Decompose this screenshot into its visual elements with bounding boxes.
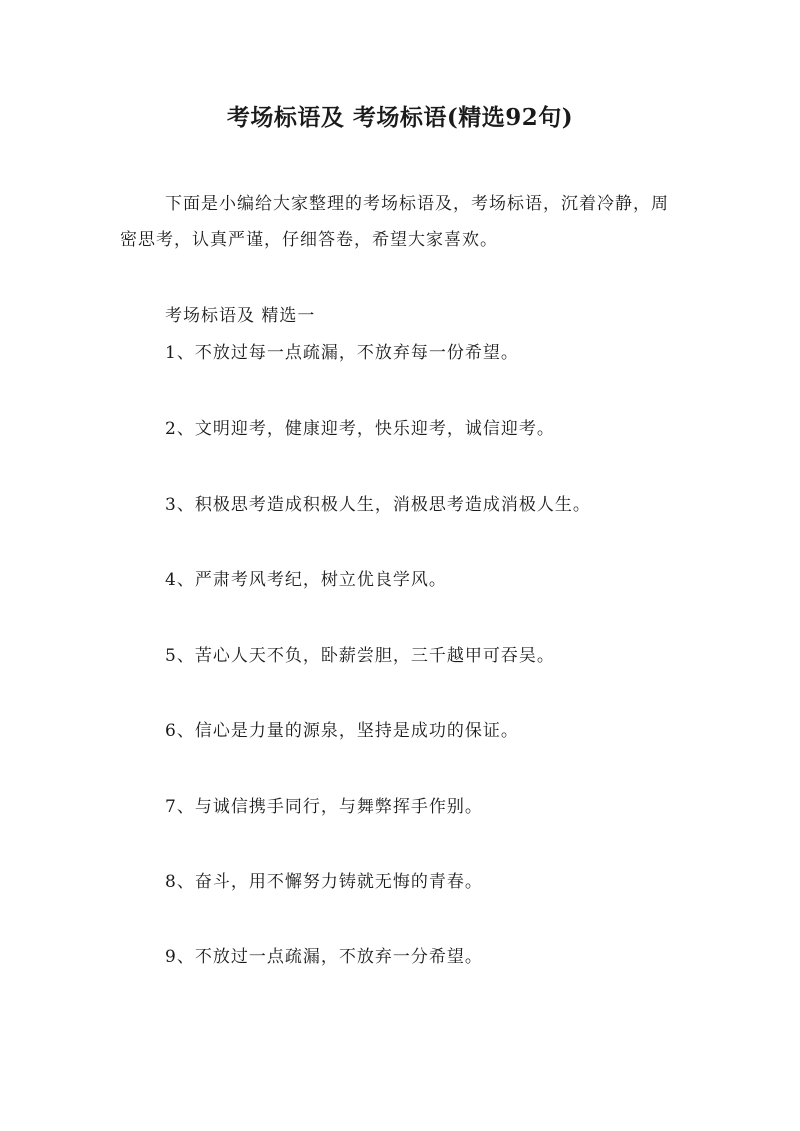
slogan-item-8: 8、奋斗，用不懈努力铸就无悔的青春。: [165, 872, 483, 892]
section-heading: 考场标语及 精选一: [165, 306, 316, 326]
slogan-item-5: 5、苦心人天不负，卧薪尝胆，三千越甲可吞吴。: [165, 646, 555, 666]
slogan-item-2: 2、文明迎考，健康迎考，快乐迎考，诚信迎考。: [165, 419, 555, 439]
slogan-item-1: 1、不放过每一点疏漏，不放弃每一份希望。: [165, 343, 519, 363]
intro-paragraph: 下面是小编给大家整理的考场标语及，考场标语，沉着冷静，周密思考，认真严谨，仔细答卷，希望大家喜欢。: [120, 194, 669, 250]
slogan-item-3: 3、积极思考造成积极人生，消极思考造成消极人生。: [165, 495, 591, 515]
document-title: 考场标语及 考场标语(精选92句): [226, 104, 574, 131]
slogan-item-4: 4、严肃考风考纪，树立优良学风。: [165, 570, 447, 590]
slogan-item-9: 9、不放过一点疏漏，不放弃一分希望。: [165, 947, 483, 967]
slogan-item-6: 6、信心是力量的源泉，坚持是成功的保证。: [165, 721, 519, 741]
slogan-item-7: 7、与诚信携手同行，与舞弊挥手作别。: [165, 797, 483, 817]
